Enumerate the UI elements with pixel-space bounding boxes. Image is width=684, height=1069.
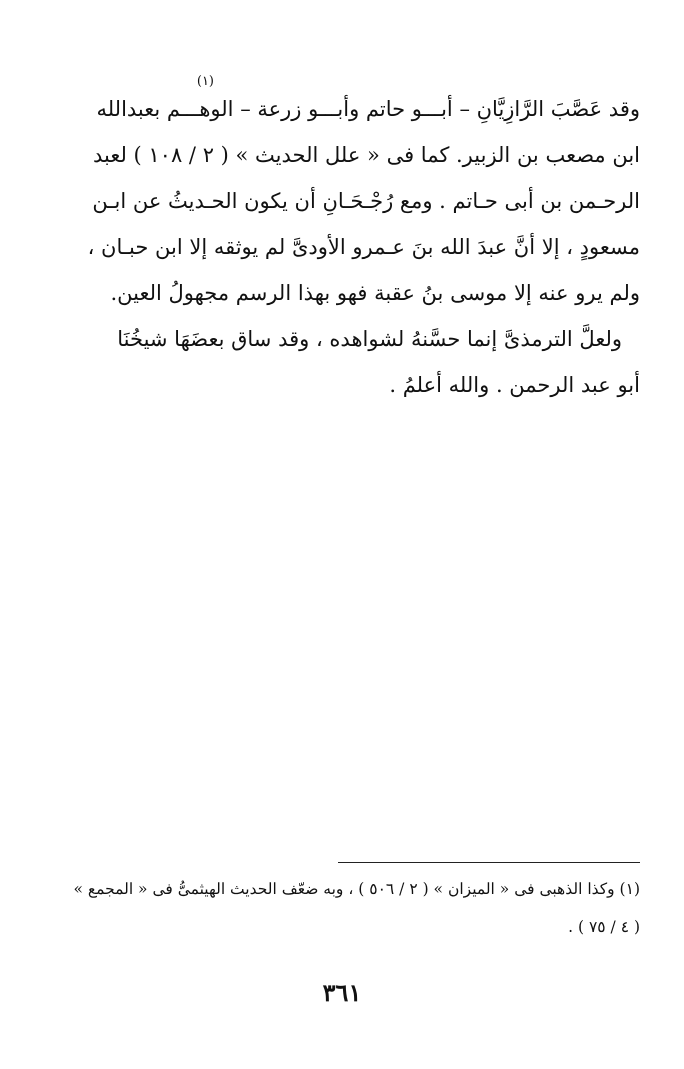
footnote-line-1: (١) وكذا الذهبى فى « الميزان » ( ٢ / ٥٠٦ ) ، وبه ضعّف الحديث الهيثمىُّ فى « المجمع » [73,880,640,898]
footnote [44,870,640,946]
page-number: ٣٦١ [322,978,362,1007]
text-line-5: ولم يرو عنه إلا موسى بنُ عقبة فهو بهذا الرسم مجهولُ العين. [110,281,640,305]
text-line-1: وقد عَصَّبَ الرَّازِيَّانِ – أبـــو حاتم وأبـــو زرعة – الوهـــم بعبدالله [96,97,640,121]
text-line-3: الرحـمن بن أبى حـاتم . ومع رُجْـحَـانِ أن يكون الحـديثُ عن ابـن [92,189,640,213]
footnote-separator [338,862,640,863]
footnote-marker: (١) [196,74,214,89]
footnote-line-2: ( ٤ / ٧٥ ) . [568,918,640,936]
text-line-7: أبو عبد الرحمن . والله أعلمُ . [389,373,640,397]
text-line-6: ولعلَّ الترمذىَّ إنما حسَّنهُ لشواهده ، وقد ساق بعضَهَا شيخُنَا [117,327,622,351]
main-text [44,86,640,408]
text-line-4: مسعودٍ ، إلا أنَّ عبدَ الله بنَ عـمرو الأودىَّ لم يوثقه إلا ابن حبـان ، [87,235,640,259]
text-line-2: ابن مصعب بن الزبير. كما فى « علل الحديث » ( ٢ / ١٠٨ ) لعبد [92,143,640,167]
